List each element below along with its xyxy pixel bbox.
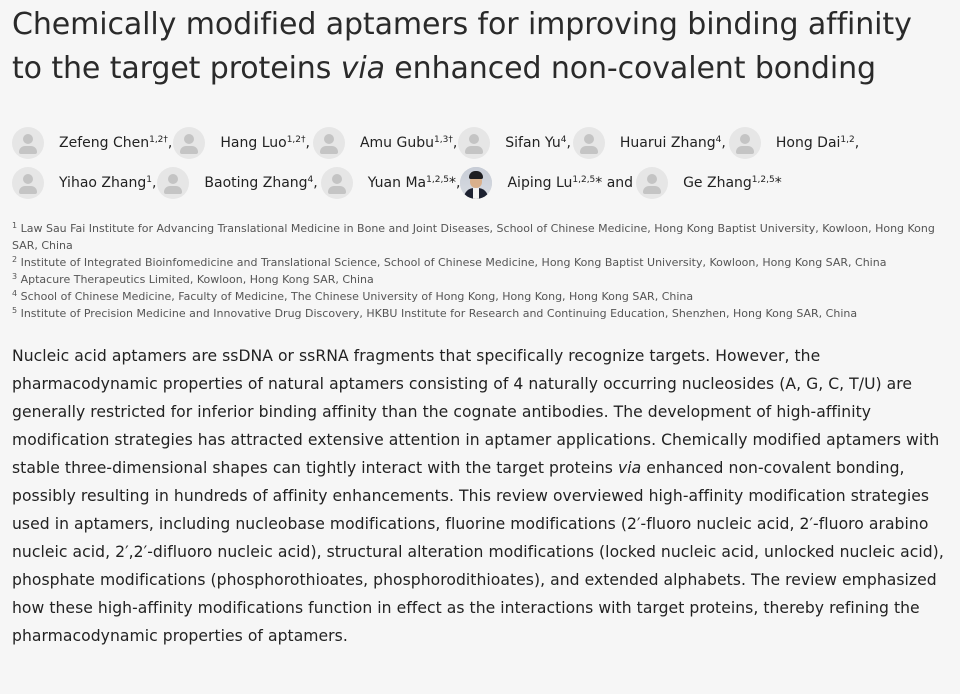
author-name: Amu Gubu$^{1,3\dagger}$,: [359, 135, 458, 151]
author[interactable]: [313, 127, 457, 159]
affiliation-list: [12, 220, 948, 322]
avatar-placeholder-icon: [157, 167, 189, 199]
author[interactable]: [573, 127, 726, 159]
abstract-text: Nucleic acid aptamers are ssDNA or ssRNA fragments that specifically recognize targets. However, the pharmacodynamic properties of natural aptamers consisting of 4 naturally occurring nucleosides (A, G, C, T/U) are generally restricted for inferior binding affinity than the cognate antibodies. The development of high-affinity modification strategies has attracted extensive attention in aptamer applications. Chemically modified aptamers with stable three-dimensional shapes can tightly interact with the target proteins: [12, 347, 940, 477]
author[interactable]: [173, 127, 310, 159]
affiliation: $^4$ School of Chinese Medicine, Faculty of Medicine, The Chinese University of Hong Kong, Hong Kong, Hong Kong SAR, China: [12, 289, 694, 303]
author-name: Sifan Yu$^4$,: [505, 135, 571, 151]
abstract: [12, 342, 948, 650]
author-name: Aiping Lu$^{1,2,5}$* and: [507, 175, 634, 191]
avatar-placeholder-icon: [12, 167, 44, 199]
avatar-placeholder-icon: [321, 167, 353, 199]
author[interactable]: [321, 167, 461, 199]
author[interactable]: [12, 127, 172, 159]
avatar-placeholder-icon: [573, 127, 605, 159]
avatar-placeholder-icon: [12, 127, 44, 159]
author[interactable]: [460, 167, 633, 199]
author[interactable]: [12, 167, 156, 199]
author-name: Baoting Zhang$^4$,: [204, 175, 318, 191]
author-row-2: [12, 163, 948, 203]
author-name: Ge Zhang$^{1,2,5}$*: [683, 175, 782, 191]
title-text: Chemically modified aptamers for improving binding affinity to the target proteins: [12, 7, 912, 86]
author-name: Zefeng Chen$^{1,2\dagger}$,: [59, 135, 173, 151]
author-list: [12, 123, 948, 203]
affiliation: $^3$ Aptacure Therapeutics Limited, Kowloon, Hong Kong SAR, China: [12, 272, 374, 286]
author[interactable]: [729, 127, 859, 159]
avatar-placeholder-icon: [173, 127, 205, 159]
affiliation: $^2$ Institute of Integrated Bioinfomedicine and Translational Science, School of Chinese Medicine, Hong Kong Baptist University, Kowloon, Hong Kong SAR, China: [12, 255, 887, 269]
author[interactable]: [458, 127, 571, 159]
author-row-1: [12, 123, 948, 163]
article-title: [12, 0, 948, 91]
author-name: Yuan Ma$^{1,2,5}$*,: [367, 175, 461, 191]
author[interactable]: [636, 167, 782, 199]
author-name: Hang Luo$^{1,2\dagger}$,: [220, 135, 310, 151]
affiliation: $^5$ Institute of Precision Medicine and Innovative Drug Discovery, HKBU Institute for Research and Continuing Education, Shenzhen, Hong Kong SAR, China: [12, 306, 858, 320]
author-name: Hong Dai$^{1,2}$,: [775, 135, 860, 151]
abstract-text-end: enhanced non-covalent bonding, possibly resulting in hundreds of affinity enhancements. This review overviewed high-affinity modification strategies used in aptamers, including nucleobase modifications, fluorine modifications (2′-fluoro nucleic acid, 2′-fluoro arabino nucleic acid, 2′,2′-difluoro nucleic acid), structural alteration modifications (locked nucleic acid, unlocked nucleic acid), phosphate modifications (phosphorothioates, phosphorodithioates), and extended alphabets. The review emphasized how these high-affinity modifications function in effect as the interactions with target proteins, thereby refining the pharmacodynamic properties of aptamers.: [12, 459, 944, 645]
abstract-emphasis: via: [617, 459, 642, 477]
avatar-placeholder-icon: [729, 127, 761, 159]
avatar-placeholder-icon: [458, 127, 490, 159]
avatar-placeholder-icon: [313, 127, 345, 159]
avatar-placeholder-icon: [636, 167, 668, 199]
author-photo: [460, 167, 492, 199]
author-name: Huarui Zhang$^4$,: [619, 135, 726, 151]
author[interactable]: [157, 167, 317, 199]
title-text-end: enhanced non-covalent bonding: [384, 51, 876, 86]
affiliation: $^1$ Law Sau Fai Institute for Advancing Translational Medicine in Bone and Joint Diseases, School of Chinese Medicine, Hong Kong Baptist University, Kowloon, Hong Kong SAR, China: [12, 221, 935, 252]
title-emphasis: via: [340, 51, 385, 86]
author-name: Yihao Zhang$^1$,: [59, 175, 157, 191]
